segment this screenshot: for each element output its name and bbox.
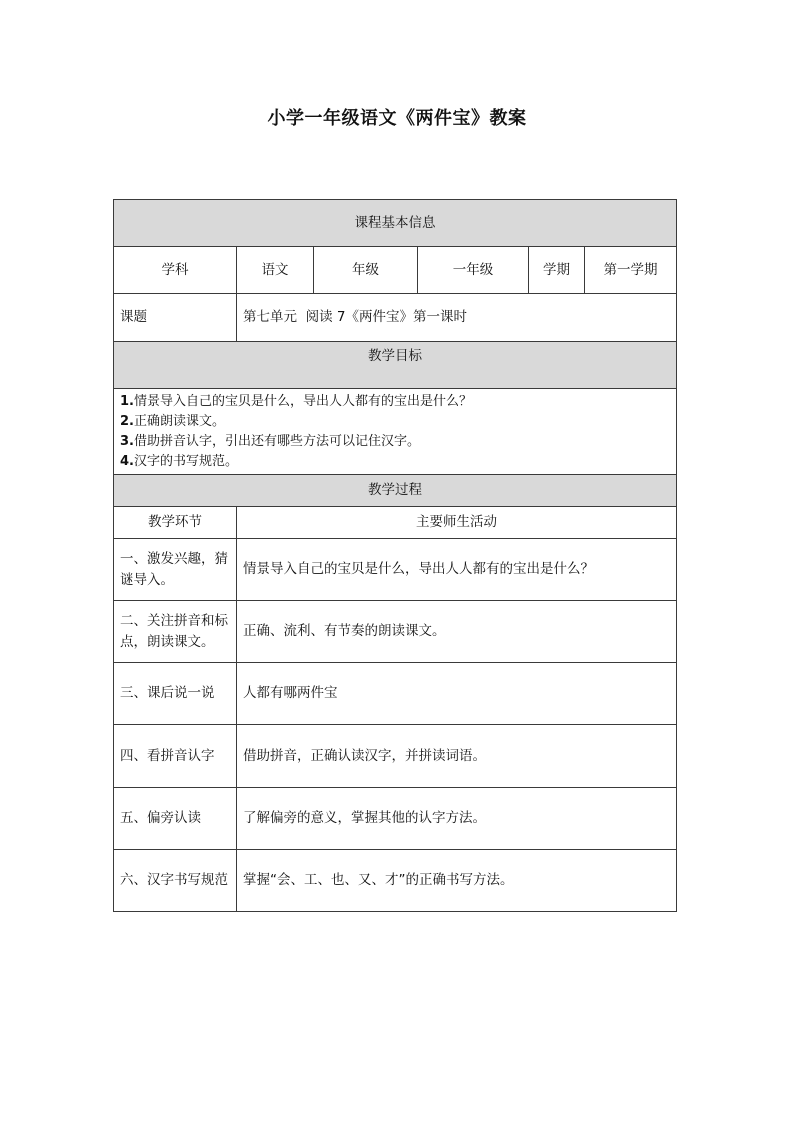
term-value: 第一学期 bbox=[585, 247, 677, 294]
table-row bbox=[114, 788, 677, 850]
activity-cell: 了解偏旁的意义，掌握其他的认字方法。 bbox=[237, 788, 677, 850]
process-header: 教学过程 bbox=[114, 475, 677, 507]
stage-cell: 一、激发兴趣，猜谜导入。 bbox=[114, 539, 237, 601]
activity-cell: 正确、流利、有节奏的朗读课文。 bbox=[237, 601, 677, 663]
goals-list bbox=[114, 389, 677, 475]
grade-label: 年级 bbox=[314, 247, 418, 294]
lesson-plan-table bbox=[113, 199, 677, 912]
goal-item: 2.正确朗读课文。 bbox=[120, 413, 225, 429]
stage-cell: 三、课后说一说 bbox=[114, 663, 237, 725]
table-row bbox=[114, 539, 677, 601]
topic-value: 第七单元 阅读 7《两件宝》第一课时 bbox=[237, 294, 677, 342]
goals-header-row bbox=[114, 342, 677, 389]
goal-item: 4.汉字的书写规范。 bbox=[120, 453, 238, 469]
table-row bbox=[114, 725, 677, 788]
activity-column-header: 主要师生活动 bbox=[237, 507, 677, 539]
activity-cell: 情景导入自己的宝贝是什么，导出人人都有的宝出是什么？ bbox=[237, 539, 677, 601]
goals-header: 教学目标 bbox=[114, 342, 677, 389]
stage-cell: 六、汉字书写规范 bbox=[114, 850, 237, 912]
process-columns-row bbox=[114, 507, 677, 539]
process-header-row bbox=[114, 475, 677, 507]
activity-cell: 掌握“会、工、也、又、才”的正确书写方法。 bbox=[237, 850, 677, 912]
activity-cell: 借助拼音，正确认读汉字，并拼读词语。 bbox=[237, 725, 677, 788]
basic-info-header-row bbox=[114, 200, 677, 247]
activity-cell: 人都有哪两件宝 bbox=[237, 663, 677, 725]
goal-item: 1.情景导入自己的宝贝是什么，导出人人都有的宝出是什么？ bbox=[120, 393, 472, 409]
topic-row bbox=[114, 294, 677, 342]
table-row bbox=[114, 601, 677, 663]
basic-info-header: 课程基本信息 bbox=[114, 200, 677, 247]
term-label: 学期 bbox=[529, 247, 585, 294]
subject-row bbox=[114, 247, 677, 294]
goal-item: 3.借助拼音认字，引出还有哪些方法可以记住汉字。 bbox=[120, 433, 420, 449]
stage-cell: 五、偏旁认读 bbox=[114, 788, 237, 850]
table-row bbox=[114, 663, 677, 725]
stage-cell: 四、看拼音认字 bbox=[114, 725, 237, 788]
grade-value: 一年级 bbox=[418, 247, 529, 294]
subject-label: 学科 bbox=[114, 247, 237, 294]
topic-label: 课题 bbox=[114, 294, 237, 342]
page-title: 小学一年级语文《两件宝》教案 bbox=[267, 108, 527, 129]
stage-column-header: 教学环节 bbox=[114, 507, 237, 539]
stage-cell: 二、关注拼音和标点，朗读课文。 bbox=[114, 601, 237, 663]
subject-value: 语文 bbox=[237, 247, 314, 294]
goals-row bbox=[114, 389, 677, 475]
table-row bbox=[114, 850, 677, 912]
